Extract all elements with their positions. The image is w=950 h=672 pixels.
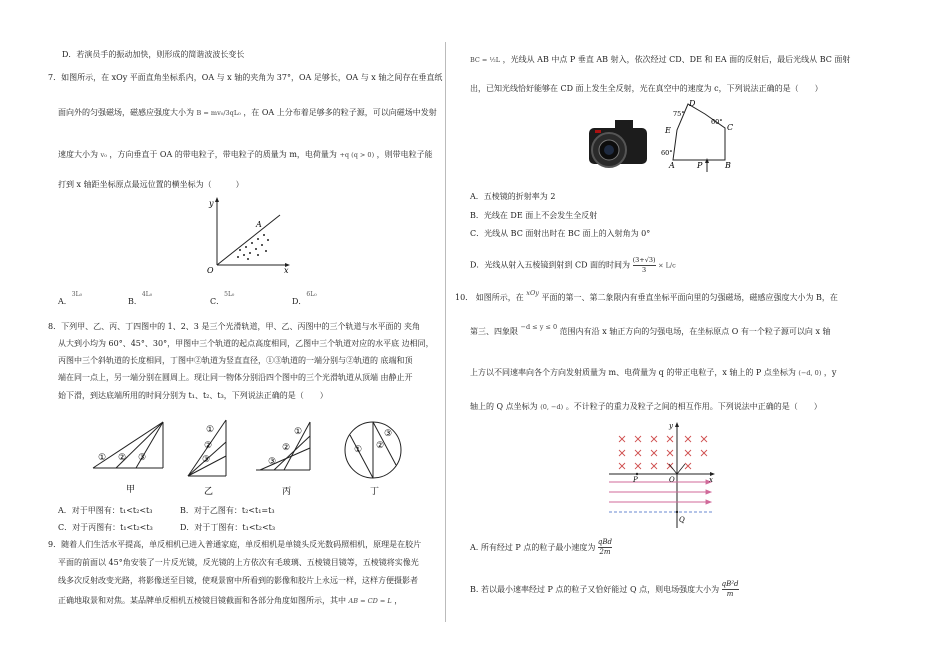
- q7-line3: 速度大小为 v₀ ，方向垂直于 OA 的带电粒子，带电粒子的质量为 m，电荷量为 +q (q > 0) ，则带电粒子能: [58, 150, 433, 159]
- svg-text:E: E: [665, 126, 671, 135]
- q8-fig-yi: [188, 420, 226, 497]
- q9-option-a: A．五棱镜的折射率为 2: [470, 192, 556, 201]
- magnetic-field-crosses: [619, 436, 707, 469]
- q8-label-yi: 乙: [204, 487, 214, 497]
- q10-line1: 10． 如图所示，在 $^{xOy}$ 平面的第一、第二象限内有垂直坐标平面向里的匀强磁场，磁感应强度大小为 B，在: [455, 289, 838, 302]
- svg-text:②: ②: [118, 453, 127, 463]
- q9-figure: [585, 100, 745, 178]
- q7-fig-y: y: [209, 199, 214, 208]
- svg-text:③: ③: [268, 457, 277, 467]
- q9-line1: 9．随着人们生活水平提高，单反相机已进入普通家庭，单反相机是单镜头反光数码照相机，原理是在胶片: [48, 540, 422, 549]
- q10-line2: 第三、四象限 $^{-d \le y \le 0}$ 范围内有沿 x 轴正方向的匀强电场，在坐标原点 O 有一个粒子源可以向 x 轴: [470, 323, 831, 336]
- q8-label-bing: 丙: [282, 487, 292, 497]
- q9-option-c: C．光线从 BC 面射出时在 BC 面上的入射角为 0°: [470, 229, 651, 238]
- q7-figure: [200, 195, 295, 275]
- q7-line1: 7．如图所示，在 xOy 平面直角坐标系内，OA 与 x 轴的夹角为 37°，OA 足够长，OA 与 x 轴之间存在垂直纸: [48, 73, 443, 82]
- q7-fig-o: O: [207, 266, 214, 275]
- svg-text:③: ③: [202, 455, 211, 465]
- svg-text:60°: 60°: [711, 118, 723, 126]
- svg-text:①: ①: [294, 427, 303, 437]
- q8-figures: [88, 418, 408, 500]
- q8-line5: 始下滑，到达底端所用的时间分别为 t₁、t₂、t₃，下列说法正确的是（ ）: [58, 391, 328, 400]
- q9-line3: 线多次反射改变光路，将影像送至目镜，使观景窗中所看到的影像和胶片上永远一样，这样方便摄影者: [58, 576, 418, 585]
- q7-option-d: D．$^{6L_0}$: [292, 291, 317, 306]
- q9-line4: 正确地取景和对焦。某品牌单反相机五棱镜目镜截面和各部分角度如图所示，其中 AB = CD = L ，: [58, 596, 403, 605]
- q10-figure: [605, 420, 720, 532]
- q8-option-a: A．对于甲图有：t₁<t₂<t₃: [58, 506, 153, 515]
- q10-line4: 轴上的 Q 点坐标为 (0, −d) 。不计粒子的重力及粒子之间的相互作用。下列说法中正确的是（ ）: [470, 402, 822, 411]
- q8-fig-jia: [93, 422, 163, 495]
- q8-line2: 从大到小均为 60°、45°、30°，甲图中三个轨道的起点高度相同，乙图中三个轨道对应的水平底 边相同，: [58, 339, 434, 348]
- svg-text:P: P: [697, 161, 703, 170]
- svg-text:②: ②: [282, 443, 291, 453]
- q9-cont-line1: BC = ½L ，光线从 AB 中点 P 垂直 AB 射入，依次经过 CD、DE 和 EA 面的反射后，最后光线从 BC 面射: [470, 55, 851, 64]
- svg-text:75°: 75°: [673, 110, 685, 118]
- camera-icon: [589, 120, 647, 167]
- svg-text:Q: Q: [679, 516, 685, 524]
- svg-text:③: ③: [384, 429, 393, 439]
- q8-option-b: B．对于乙图有：t₂<t₁=t₃: [180, 506, 275, 515]
- svg-text:O: O: [669, 476, 675, 484]
- q7-option-a: A．$^{3L_0}$: [58, 291, 82, 306]
- q7-fig-a: A: [256, 220, 262, 229]
- q8-line4: 端在同一点上，另一端分别在圆周上。现让同一物体分别沿四个图中的三个光滑轨道从顶端 由静止开: [58, 373, 413, 382]
- column-divider: [445, 42, 446, 622]
- q8-line1: 8．下列甲、乙、丙、丁四图中的 1、2、3 是三个光滑轨道，甲、乙、丙图中的三个轨道与水平面的 夹角: [48, 322, 420, 331]
- q9-option-b: B．光线在 DE 面上不会发生全反射: [470, 211, 598, 220]
- q8-fig-ding: [345, 422, 401, 497]
- svg-text:60°: 60°: [661, 149, 673, 157]
- svg-text:C: C: [727, 123, 734, 132]
- q7-fig-x: x: [284, 266, 289, 275]
- q7-formula-b: B = mv₀/3qL₀: [196, 109, 241, 117]
- q9-line2: 平面的前面以 45°角安装了一片反光镜，反光镜的上方依次有毛玻璃、五棱镜目镜等，五棱镜将实像光: [58, 558, 419, 567]
- svg-text:A: A: [669, 161, 675, 170]
- svg-text:P: P: [633, 476, 638, 484]
- q8-line3: 丙图中三个斜轨道的长度相同，丁图中②轨道为竖直直径，①③轨道的一端分别与②轨道的 底端和顶: [58, 356, 413, 365]
- svg-text:③: ③: [138, 453, 147, 463]
- q9-option-d: D．光线从射入五棱镜到射到 CD 面的时间为 $\frac{(3+√3)}{3}$ × L/c: [470, 256, 676, 274]
- q8-label-jia: 甲: [126, 485, 136, 495]
- svg-text:x: x: [709, 476, 713, 484]
- q8-option-d: D．对于丁图有：t₁<t₂<t₃: [180, 523, 276, 532]
- q10-option-a: A. 所有经过 P 点的粒子最小速度为 qBd 2m: [470, 538, 612, 556]
- q6-option-d: D．若演员手的振动加快，则形成的简谐波波长变长: [62, 50, 245, 59]
- q7-option-b: B．$^{4L_0}$: [128, 291, 153, 306]
- q7-option-c: C．$^{5L_0}$: [210, 291, 235, 306]
- q9-cont-line2: 出，已知光线恰好能够在 CD 面上发生全反射，光在真空中的速度为 c，下列说法正确的是（ ）: [470, 84, 823, 93]
- q10-option-b: B. 若以最小速率经过 P 点的粒子又恰好能过 Q 点，则电场强度大小为 $\frac{\text{qB²d}}{m}$: [470, 580, 739, 598]
- q8-fig-bing: [256, 422, 310, 497]
- svg-text:①: ①: [354, 445, 363, 455]
- q10-line3: 上方以不同速率向各个方向发射质量为 m、电荷量为 q 的带正电粒子，x 轴上的 P 点坐标为 (−d, 0) ，y: [470, 368, 837, 377]
- svg-text:①: ①: [98, 453, 107, 463]
- svg-text:B: B: [725, 161, 731, 170]
- svg-text:①: ①: [206, 425, 215, 435]
- q8-label-ding: 丁: [370, 487, 380, 497]
- q8-option-c: C．对于丙图有：t₁<t₂<t₃: [58, 523, 153, 532]
- electric-field-lines: [609, 480, 711, 504]
- svg-text:D: D: [689, 100, 696, 108]
- svg-text:②: ②: [376, 441, 385, 451]
- svg-text:y: y: [669, 422, 673, 430]
- q7-line4: 打到 x 轴距坐标原点最远位置的横坐标为（ ）: [58, 180, 244, 189]
- q7-line2: 面向外的匀强磁场，磁感应强度大小为 B = mv₀/3qL₀ ，在 OA 上分布着足够多的粒子源，可以向磁场中发射: [58, 108, 437, 117]
- svg-text:②: ②: [204, 441, 213, 451]
